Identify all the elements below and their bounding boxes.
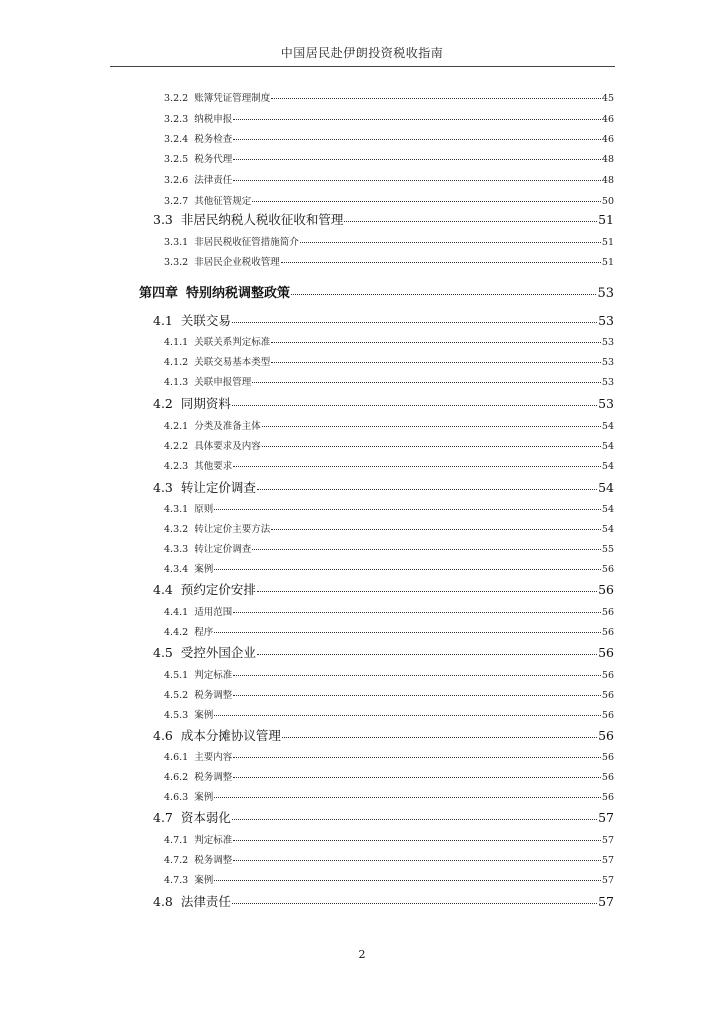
toc-entry[interactable] xyxy=(164,438,614,452)
toc-entry-title: 非居民税收征管措施简介 xyxy=(194,237,299,248)
toc-entry[interactable] xyxy=(164,334,614,348)
toc-entry-page: 53 xyxy=(601,357,614,368)
toc-entry-number: 4.5.2 xyxy=(164,690,189,701)
toc-entry-page: 54 xyxy=(601,441,614,452)
toc-leader-dots xyxy=(214,708,601,716)
toc-entry-title: 原则 xyxy=(194,504,214,515)
toc-entry[interactable] xyxy=(164,458,614,472)
toc-leader-dots xyxy=(214,562,601,570)
toc-entry[interactable] xyxy=(164,131,614,145)
toc-entry-title: 成本分摊协议管理 xyxy=(180,728,281,743)
toc-entry[interactable] xyxy=(164,667,614,681)
toc-entry-title: 其他要求 xyxy=(194,461,233,472)
toc-entry-page: 48 xyxy=(601,154,614,165)
toc-entry-number: 4.1 xyxy=(153,313,173,328)
toc-entry[interactable] xyxy=(153,892,614,910)
toc-entry[interactable] xyxy=(164,151,614,165)
toc-entry-title: 案例 xyxy=(194,710,214,721)
toc-entry-number: 4.2 xyxy=(153,396,173,411)
toc-entry[interactable] xyxy=(164,604,614,618)
toc-entry-title: 受控外国企业 xyxy=(180,645,256,660)
toc-entry[interactable] xyxy=(164,769,614,783)
toc-entry-number: 4.6.3 xyxy=(164,792,189,803)
toc-leader-dots xyxy=(271,91,601,99)
toc-leader-dots xyxy=(232,810,597,820)
toc-entry-number: 4.4.2 xyxy=(164,627,189,638)
toc-entry-number: 4.6.1 xyxy=(164,752,189,763)
toc-entry-page: 54 xyxy=(601,461,614,472)
toc-entry[interactable] xyxy=(164,501,614,515)
toc-entry[interactable] xyxy=(164,561,614,575)
toc-entry-page: 46 xyxy=(601,134,614,145)
toc-entry[interactable] xyxy=(153,726,614,744)
toc-leader-dots xyxy=(300,235,601,243)
toc-leader-dots xyxy=(233,112,601,120)
toc-leader-dots xyxy=(233,605,601,613)
toc-entry-title: 纳税申报 xyxy=(194,114,233,125)
running-header: 中国居民赴伊朗投资税收指南 xyxy=(280,46,444,60)
toc-entry[interactable] xyxy=(153,394,614,412)
toc-entry[interactable] xyxy=(164,749,614,763)
toc-entry[interactable] xyxy=(164,418,614,432)
toc-entry-title: 判定标准 xyxy=(194,835,233,846)
toc-entry-page: 56 xyxy=(598,728,614,743)
toc-entry-page: 57 xyxy=(601,835,614,846)
toc-entry-title: 案例 xyxy=(194,792,214,803)
toc-entry-title: 关联交易基本类型 xyxy=(194,357,271,368)
toc-entry-number: 4.7 xyxy=(153,810,173,825)
toc-entry[interactable] xyxy=(164,111,614,125)
toc-entry-page: 45 xyxy=(601,93,614,104)
toc-entry-number: 第四章 xyxy=(139,286,179,301)
toc-entry-page: 56 xyxy=(601,607,614,618)
toc-leader-dots xyxy=(214,502,601,510)
toc-leader-dots xyxy=(282,728,597,738)
toc-leader-dots xyxy=(271,355,601,363)
toc-entry[interactable] xyxy=(164,541,614,555)
toc-leader-dots xyxy=(233,750,601,758)
toc-entry-title: 案例 xyxy=(194,875,214,886)
toc-entry-page: 57 xyxy=(598,894,614,909)
toc-leader-dots xyxy=(281,255,601,263)
toc-entry-title: 关联交易 xyxy=(180,313,231,328)
toc-entry-title: 转让定价调查 xyxy=(180,480,256,495)
toc-leader-dots xyxy=(232,313,597,323)
toc-entry-title: 税务检查 xyxy=(194,134,233,145)
toc-leader-dots xyxy=(214,790,601,798)
toc-entry[interactable] xyxy=(164,234,614,248)
toc-leader-dots xyxy=(257,645,597,655)
toc-entry[interactable] xyxy=(164,852,614,866)
page-number: 2 xyxy=(358,948,366,961)
toc-leader-dots xyxy=(233,132,601,140)
toc-entry-number: 4.3.1 xyxy=(164,504,189,515)
toc-entry-number: 4.1.3 xyxy=(164,377,189,388)
toc-entry-page: 56 xyxy=(601,627,614,638)
toc-entry-title: 资本弱化 xyxy=(180,810,231,825)
toc-entry[interactable] xyxy=(153,808,614,826)
toc-entry-page: 56 xyxy=(598,582,614,597)
toc-leader-dots xyxy=(214,873,601,881)
toc-entry-page: 56 xyxy=(601,772,614,783)
toc-leader-dots xyxy=(233,459,601,467)
toc-entry-number: 3.2.2 xyxy=(164,93,189,104)
toc-entry[interactable] xyxy=(153,311,614,329)
toc-leader-dots xyxy=(233,833,601,841)
toc-entry-title: 税务调整 xyxy=(194,690,233,701)
toc-entry-number: 4.4 xyxy=(153,582,173,597)
toc-entry-title: 具体要求及内容 xyxy=(194,441,261,452)
toc-entry-number: 4.3.3 xyxy=(164,544,189,555)
toc-entry-number: 4.6.2 xyxy=(164,772,189,783)
toc-entry-number: 4.3.4 xyxy=(164,564,189,575)
toc-entry[interactable] xyxy=(153,210,614,228)
toc-entry-title: 分类及准备主体 xyxy=(194,421,261,432)
toc-entry[interactable] xyxy=(153,643,614,661)
toc-entry[interactable] xyxy=(164,354,614,368)
toc-entry[interactable] xyxy=(153,478,614,496)
toc-entry-page: 53 xyxy=(597,286,614,301)
toc-entry-page: 56 xyxy=(601,690,614,701)
toc-entry-page: 55 xyxy=(601,544,614,555)
toc-entry-number: 3.2.4 xyxy=(164,134,189,145)
toc-entry-page: 54 xyxy=(601,524,614,535)
toc-entry-number: 4.3.2 xyxy=(164,524,189,535)
toc-entry[interactable] xyxy=(164,872,614,886)
toc-leader-dots xyxy=(262,419,601,427)
toc-leader-dots xyxy=(291,284,596,295)
toc-entry-page: 53 xyxy=(598,396,614,411)
toc-leader-dots xyxy=(232,396,597,406)
toc-entry[interactable] xyxy=(164,254,614,268)
toc-leader-dots xyxy=(232,894,597,904)
toc-entry-number: 3.3.1 xyxy=(164,237,189,248)
toc-entry-number: 4.1.1 xyxy=(164,337,189,348)
toc-entry-number: 4.5 xyxy=(153,645,173,660)
toc-entry-title: 法律责任 xyxy=(180,894,231,909)
toc-entry[interactable] xyxy=(164,789,614,803)
toc-leader-dots xyxy=(233,688,601,696)
toc-entry-title: 判定标准 xyxy=(194,670,233,681)
toc-entry-title: 预约定价安排 xyxy=(180,582,256,597)
toc-entry-number: 3.3.2 xyxy=(164,257,189,268)
toc-leader-dots xyxy=(344,212,597,222)
toc-entry-title: 税务代理 xyxy=(194,154,233,165)
toc-entry-number: 4.7.2 xyxy=(164,855,189,866)
toc-entry-title: 转让定价调查 xyxy=(194,544,252,555)
toc-entry[interactable] xyxy=(139,282,614,301)
toc-entry-page: 54 xyxy=(601,421,614,432)
toc-entry-page: 56 xyxy=(601,564,614,575)
toc-entry-title: 案例 xyxy=(194,564,214,575)
toc-entry-title: 特别纳税调整政策 xyxy=(186,286,291,301)
toc-entry-title: 关联申报管理 xyxy=(194,377,252,388)
toc-entry-title: 同期资料 xyxy=(180,396,231,411)
toc-entry-page: 54 xyxy=(601,504,614,515)
toc-entry-page: 51 xyxy=(598,212,614,227)
toc-entry-page: 56 xyxy=(601,752,614,763)
toc-leader-dots xyxy=(233,853,601,861)
toc-entry-title: 转让定价主要方法 xyxy=(194,524,271,535)
toc-entry-number: 4.8 xyxy=(153,894,173,909)
toc-entry-number: 4.3 xyxy=(153,480,173,495)
toc-leader-dots xyxy=(252,375,601,383)
toc-entry-number: 4.4.1 xyxy=(164,607,189,618)
toc-entry-title: 其他征管规定 xyxy=(194,196,252,207)
toc-leader-dots xyxy=(233,770,601,778)
toc-entry[interactable] xyxy=(164,832,614,846)
toc-entry-number: 4.5.1 xyxy=(164,670,189,681)
toc-entry-number: 4.1.2 xyxy=(164,357,189,368)
toc-entry-page: 56 xyxy=(598,645,614,660)
toc-leader-dots xyxy=(233,152,601,160)
toc-entry-title: 程序 xyxy=(194,627,214,638)
toc-leader-dots xyxy=(214,625,601,633)
toc-entry[interactable] xyxy=(164,90,614,104)
toc-entry-title: 非居民企业税收管理 xyxy=(194,257,280,268)
toc-entry-page: 56 xyxy=(601,710,614,721)
toc-entry[interactable] xyxy=(164,624,614,638)
toc-leader-dots xyxy=(257,480,597,490)
toc-leader-dots xyxy=(271,522,601,530)
toc-entry-title: 账簿凭证管理制度 xyxy=(194,93,271,104)
toc-entry-page: 53 xyxy=(601,337,614,348)
toc-entry-page: 53 xyxy=(598,313,614,328)
toc-entry-page: 48 xyxy=(601,175,614,186)
toc-entry-page: 57 xyxy=(598,810,614,825)
toc-leader-dots xyxy=(262,439,601,447)
toc-entry-page: 57 xyxy=(601,855,614,866)
toc-entry-title: 主要内容 xyxy=(194,752,233,763)
toc-entry-page: 50 xyxy=(601,196,614,207)
header-rule xyxy=(110,66,615,67)
toc-entry-number: 4.2.2 xyxy=(164,441,189,452)
toc-entry-page: 56 xyxy=(601,792,614,803)
toc-entry-title: 税务调整 xyxy=(194,772,233,783)
toc-entry-number: 3.2.3 xyxy=(164,114,189,125)
toc-entry-page: 54 xyxy=(598,480,614,495)
toc-entry[interactable] xyxy=(164,687,614,701)
toc-entry-number: 4.6 xyxy=(153,728,173,743)
toc-leader-dots xyxy=(233,173,601,181)
toc-leader-dots xyxy=(252,542,601,550)
toc-entry-page: 56 xyxy=(601,670,614,681)
toc-entry-number: 4.5.3 xyxy=(164,710,189,721)
toc-entry-title: 关联关系判定标准 xyxy=(194,337,271,348)
toc-entry-number: 4.7.1 xyxy=(164,835,189,846)
toc-entry-title: 适用范围 xyxy=(194,607,233,618)
toc-entry-page: 53 xyxy=(601,377,614,388)
toc-entry-page: 51 xyxy=(601,257,614,268)
toc-entry[interactable] xyxy=(164,172,614,186)
toc-entry-number: 3.2.6 xyxy=(164,175,189,186)
toc-entry-page: 57 xyxy=(601,875,614,886)
toc-leader-dots xyxy=(233,668,601,676)
toc-entry-number: 4.7.3 xyxy=(164,875,189,886)
toc-entry-number: 3.2.5 xyxy=(164,154,189,165)
toc-entry-page: 46 xyxy=(601,114,614,125)
toc-leader-dots xyxy=(252,194,601,202)
toc-entry[interactable] xyxy=(164,521,614,535)
toc-entry[interactable] xyxy=(164,707,614,721)
toc-entry[interactable] xyxy=(164,374,614,388)
toc-entry-title: 法律责任 xyxy=(194,175,233,186)
toc-entry-number: 3.3 xyxy=(153,212,173,227)
toc-entry-number: 4.2.3 xyxy=(164,461,189,472)
toc-entry-page: 51 xyxy=(601,237,614,248)
toc-entry-number: 4.2.1 xyxy=(164,421,189,432)
toc-entry[interactable] xyxy=(164,193,614,207)
toc-entry-title: 非居民纳税人税收征收和管理 xyxy=(180,212,344,227)
toc-entry-number: 3.2.7 xyxy=(164,196,189,207)
toc-leader-dots xyxy=(271,335,601,343)
toc-entry[interactable] xyxy=(153,580,614,598)
toc-entry-title: 税务调整 xyxy=(194,855,233,866)
toc-leader-dots xyxy=(257,582,597,592)
